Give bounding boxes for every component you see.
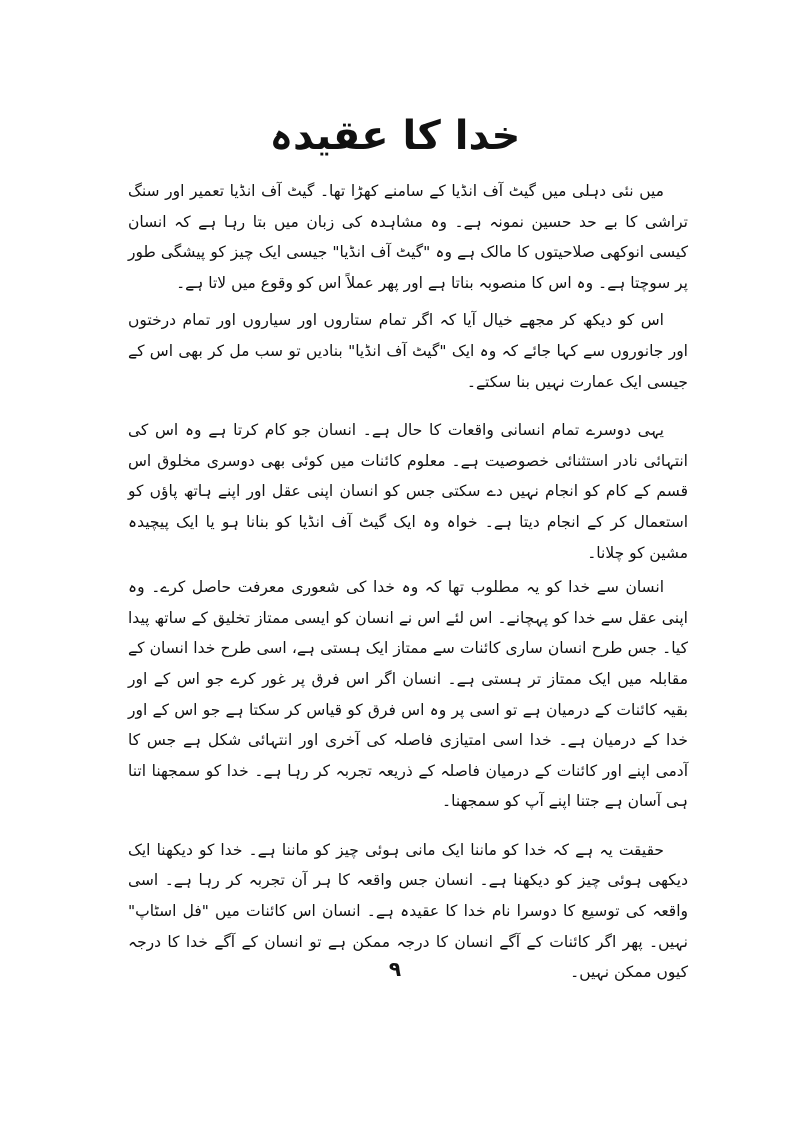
body-text [128, 176, 688, 988]
page-title: خدا کا عقیدہ [269, 113, 521, 159]
paragraph-4: انسان سے خدا کو یہ مطلوب تھا کہ وہ خدا کی شعوری معرفت حاصل کرے۔ وہ اپنی عقل سے خدا کو پہچانے۔ اس لئے اس نے انسان کو ایسی ممتاز تخلیق کے ساتھ پیدا کیا۔ جس طرح انسان ساری کائنات سے ممتاز ایک ہستی ہے، اسی طرح خدا انسان کے مقابلہ میں ایک ممتاز تر ہستی ہے۔ انسان اگر اس فرق پر غور کرے جو اس کے اور بقیہ کائنات کے درمیان ہے تو اسی پر وہ اس فرق کو قیاس کر سکتا ہے جو اس کے اور خدا کے درمیان ہے۔ خدا اسی امتیازی فاصلہ کی آخری اور انتہائی شکل ہے جس کا آدمی اپنے اور کائنات کے درمیان فاصلہ کے ذریعہ تجربہ کر رہا ہے۔ خدا کو سمجھنا اتنا ہی آسان ہے جتنا اپنے آپ کو سمجھنا۔ [128, 578, 688, 811]
paragraph-1: میں نئی دہلی میں گیٹ آف انڈیا کے سامنے کھڑا تھا۔ گیٹ آف انڈیا تعمیر اور سنگ تراشی کا بے حد حسین نمونہ ہے۔ وہ مشاہدہ کی زبان میں بتا رہا ہے کہ انسان کیسی انوکھی صلاحیتوں کا مالک ہے وہ "گیٹ آف انڈیا" جیسی ایک چیز کو پیشگی طور پر سوچتا ہے۔ وہ اس کا منصوبہ بناتا ہے اور پھر عملاً اس کو وقوع میں لاتا ہے۔ [128, 182, 688, 292]
paragraph-5: حقیقت یہ ہے کہ خدا کو ماننا ایک مانی ہوئی چیز کو ماننا ہے۔ خدا کو دیکھنا ایک دیکھی ہوئی چیز کو دیکھنا ہے۔ انسان جس واقعہ کا ہر آن تجربہ کر رہا ہے۔ اسی واقعہ کی توسیع کا دوسرا نام خدا کا عقیدہ ہے۔ انسان اس کائنات میں "فل اسٹاپ" نہیں۔ پھر اگر کائنات کے آگے انسان کا درجہ ممکن ہے تو انسان کے آگے خدا کا درجہ کیوں ممکن نہیں۔ [128, 840, 688, 982]
paragraph-2: اس کو دیکھ کر مجھے خیال آیا کہ اگر تمام ستاروں اور سیاروں اور تمام درختوں اور جانوروں سے کہا جائے کہ وہ ایک "گیٹ آف انڈیا" بنادیں تو سب مل کر بھی اس کے جیسی ایک عمارت نہیں بنا سکتے۔ [128, 311, 688, 391]
page-number: ۹ [388, 957, 402, 981]
paragraph-3: یہی دوسرے تمام انسانی واقعات کا حال ہے۔ انسان جو کام کرتا ہے وہ اس کی انتہائی نادر استثنائی خصوصیت ہے۔ معلوم کائنات میں کوئی بھی دوسری مخلوق اس قسم کے کام کو انجام نہیں دے سکتی جس کو انسان اپنی عقل اور اپنے ہاتھ پاؤں کو استعمال کر کے انجام دیتا ہے۔ خواہ وہ ایک گیٹ آف انڈیا کو بنانا ہو یا ایک پیچیدہ مشین کو چلانا۔ [128, 421, 688, 562]
